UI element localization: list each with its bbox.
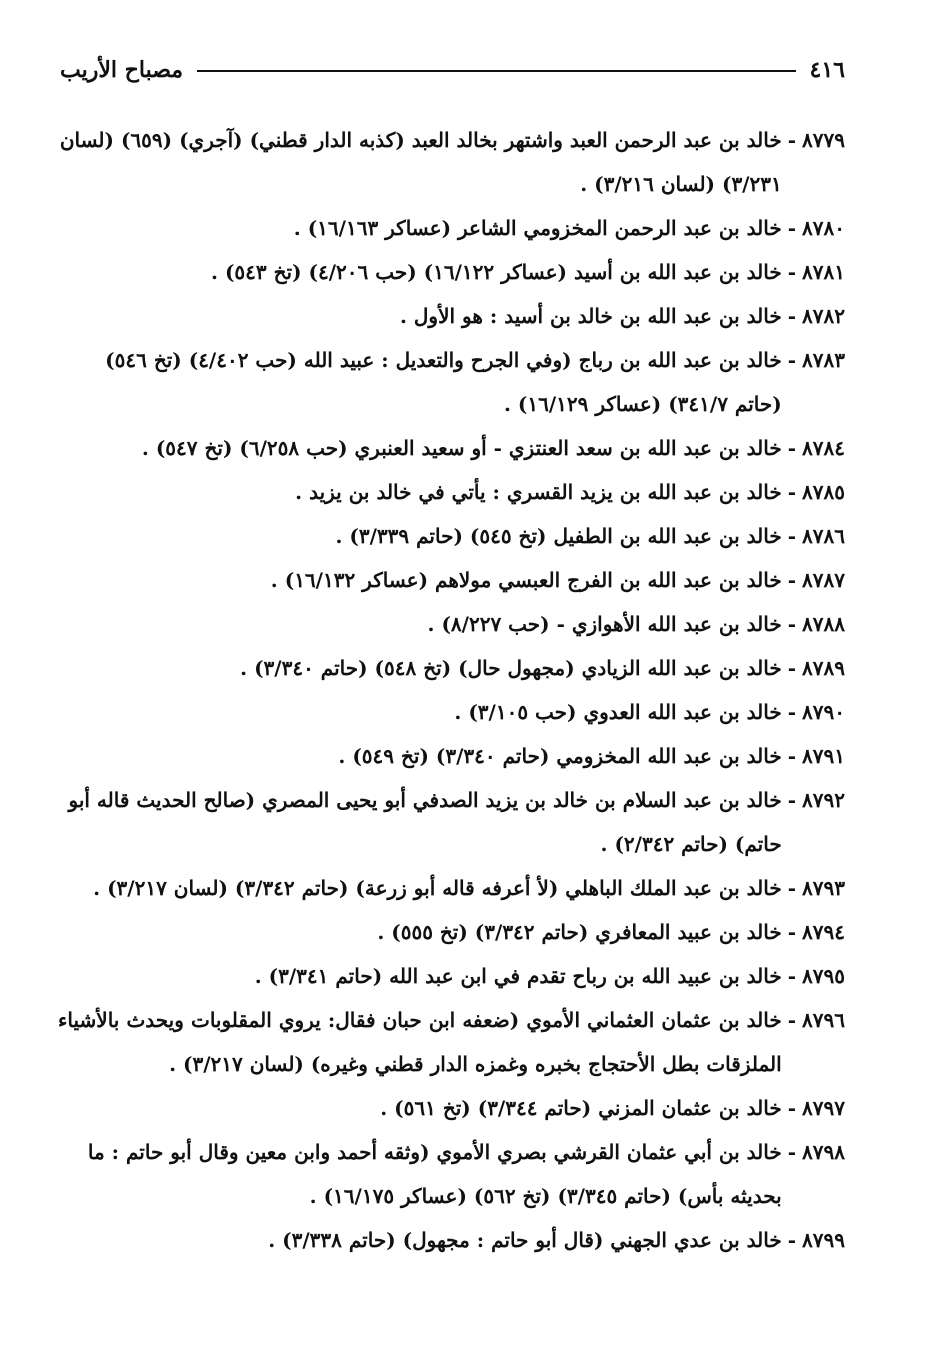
entry-number: ٨٧٩٦ bbox=[802, 1008, 845, 1032]
entry-row bbox=[58, 998, 845, 1086]
entry-row bbox=[58, 206, 845, 250]
entry-text: خالد بن عبد الملك الباهلي (لأ أعرفه قاله أبو زرعة) (حاتم ٣/٣٤٢) (لسان ٣/٢١٧) . bbox=[93, 876, 782, 900]
entry-number: ٨٧٨١ bbox=[802, 260, 845, 284]
entry-text: خالد بن عبد الله بن سعد العنتزي - أو سعيد العنبري (حب ٦/٢٥٨) (تخ ٥٤٧) . bbox=[141, 436, 782, 460]
entry-text: خالد بن عبد الله بن الطفيل (تخ ٥٤٥) (حاتم ٣/٣٣٩) . bbox=[335, 524, 782, 548]
entry-number: ٨٧٩٥ bbox=[802, 964, 845, 988]
entry-text: خالد بن عبد الله بن أسيد (عساكر ١٦/١٢٢) (حب ٤/٢٠٦) (تخ ٥٤٣) . bbox=[211, 260, 782, 284]
entry-row bbox=[58, 734, 845, 778]
entry-row bbox=[58, 910, 845, 954]
entry-dash: - bbox=[787, 1228, 797, 1252]
entry-text: خالد بن عبد الله الزيادي (مجهول حال) (تخ ٥٤٨) (حاتم ٣/٣٤٠) . bbox=[240, 656, 782, 680]
entry-number: ٨٧٨٧ bbox=[802, 568, 845, 592]
entry-row bbox=[58, 118, 845, 206]
entry-dash: - bbox=[787, 1096, 797, 1120]
entry-dash: - bbox=[787, 964, 797, 988]
entry-number: ٨٧٩٨ bbox=[802, 1140, 845, 1164]
entry-number: ٨٧٨٨ bbox=[802, 612, 845, 636]
entry-row bbox=[58, 690, 845, 734]
entry-dash: - bbox=[787, 216, 797, 240]
entry-text: خالد بن عبد الله بن رباج (وفي الجرح والتعديل : عبيد الله (حب ٤/٤٠٢) (تخ ٥٤٦) (حاتم ٣٤١/٧) (عساكر ١٦/١٢٩) . bbox=[105, 348, 782, 416]
entry-dash: - bbox=[787, 744, 797, 768]
entry-row bbox=[58, 1086, 845, 1130]
entry-dash: - bbox=[787, 480, 797, 504]
entry-number: ٨٧٨٤ bbox=[802, 436, 845, 460]
entry-dash: - bbox=[787, 612, 797, 636]
entry-dash: - bbox=[787, 1140, 797, 1164]
page-number: ٤١٦ bbox=[809, 57, 845, 83]
entry-row bbox=[58, 602, 845, 646]
entry-row bbox=[58, 426, 845, 470]
entry-text: خالد بن عبد الله العدوي (حب ٣/١٠٥) . bbox=[454, 700, 782, 724]
entry-text: خالد بن عبيد المعافري (حاتم ٣/٣٤٢) (تخ ٥٥٥) . bbox=[377, 920, 782, 944]
entry-row bbox=[58, 866, 845, 910]
entry-number: ٨٧٨٠ bbox=[802, 216, 845, 240]
entry-row bbox=[58, 338, 845, 426]
entry-dash: - bbox=[787, 656, 797, 680]
entry-text: خالد بن عبد السلام بن خالد بن يزيد الصدفي أبو يحيى المصري (صالح الحديث قاله أبو حاتم) (حاتم ٢/٣٤٢) . bbox=[68, 788, 782, 856]
entry-number: ٨٧٨٢ bbox=[802, 304, 845, 328]
entry-number: ٨٧٨٣ bbox=[802, 348, 845, 372]
entry-dash: - bbox=[787, 524, 797, 548]
entry-row bbox=[58, 1218, 845, 1262]
entry-text: خالد بن عبد الله بن الفرج العبسي مولاهم (عساكر ١٦/١٣٢) . bbox=[270, 568, 782, 592]
header-rule bbox=[197, 70, 795, 72]
entry-number: ٨٧٩٧ bbox=[802, 1096, 845, 1120]
entry-dash: - bbox=[787, 436, 797, 460]
entry-text: خالد بن أبي عثمان القرشي بصري الأموي (وثقه أحمد وابن معين وقال أبو حاتم : ما بحديثه بأس) (حاتم ٣/٣٤٥) (تخ ٥٦٢) (عساكر ١٦/١٧٥) . bbox=[87, 1140, 782, 1208]
entry-number: ٨٧٨٦ bbox=[802, 524, 845, 548]
entry-text: خالد بن عثمان العثماني الأموي (ضعفه ابن حبان فقال: يروي المقلوبات ويحدث بالأشياء الملزقات بطل الأحتجاج بخبره وغمزه الدار قطني وغيره) (لسان ٣/٢١٧) . bbox=[58, 1008, 782, 1076]
entry-number: ٨٧٨٩ bbox=[802, 656, 845, 680]
entry-row bbox=[58, 470, 845, 514]
entry-text: خالد بن عبد الله بن خالد بن أسيد : هو الأول . bbox=[399, 304, 782, 328]
entry-number: ٨٧٩٩ bbox=[802, 1228, 845, 1252]
entry-dash: - bbox=[787, 348, 797, 372]
entry-row bbox=[58, 558, 845, 602]
entry-text: خالد بن عبد الرحمن المخزومي الشاعر (عساكر ١٦/١٦٣) . bbox=[293, 216, 782, 240]
entry-dash: - bbox=[787, 788, 797, 812]
entry-text: خالد بن عثمان المزني (حاتم ٣/٣٤٤) (تخ ٥٦١) . bbox=[380, 1096, 782, 1120]
entry-number: ٨٧٨٥ bbox=[802, 480, 845, 504]
entry-dash: - bbox=[787, 260, 797, 284]
entry-number: ٨٧٧٩ bbox=[802, 128, 845, 152]
entry-row bbox=[58, 1130, 845, 1218]
entry-row bbox=[58, 646, 845, 690]
entry-number: ٨٧٩١ bbox=[802, 744, 845, 768]
entry-dash: - bbox=[787, 1008, 797, 1032]
entry-text: خالد بن عبد الله بن يزيد القسري : يأتي في خالد بن يزيد . bbox=[295, 480, 782, 504]
page-header bbox=[60, 50, 845, 90]
entry-number: ٨٧٩٠ bbox=[802, 700, 845, 724]
entry-dash: - bbox=[787, 304, 797, 328]
entry-row bbox=[58, 514, 845, 558]
entry-text: خالد بن عدي الجهني (قال أبو حاتم : مجهول) (حاتم ٣/٣٣٨) . bbox=[268, 1228, 782, 1252]
entry-row bbox=[58, 778, 845, 866]
entry-number: ٨٧٩٤ bbox=[802, 920, 845, 944]
entry-row bbox=[58, 294, 845, 338]
entry-text: خالد بن عبد الرحمن العبد واشتهر بخالد العبد (كذبه الدار قطني) (آجري) (٦٥٩) (لسان ٣/٢٣١) (لسان ٣/٢١٦) . bbox=[59, 128, 782, 196]
entry-text: خالد بن عبيد الله بن رباح تقدم في ابن عبد الله (حاتم ٣/٣٤١) . bbox=[254, 964, 782, 988]
entry-text: خالد بن عبد الله الأهوازي - (حب ٨/٢٢٧) . bbox=[427, 612, 782, 636]
entry-dash: - bbox=[787, 876, 797, 900]
entry-number: ٨٧٩٢ bbox=[802, 788, 845, 812]
entry-row bbox=[58, 250, 845, 294]
entry-dash: - bbox=[787, 920, 797, 944]
entry-number: ٨٧٩٣ bbox=[802, 876, 845, 900]
entry-row bbox=[58, 954, 845, 998]
entry-dash: - bbox=[787, 128, 797, 152]
entry-text: خالد بن عبد الله المخزومي (حاتم ٣/٣٤٠) (تخ ٥٤٩) . bbox=[338, 744, 782, 768]
entry-list bbox=[58, 118, 845, 1262]
entry-dash: - bbox=[787, 568, 797, 592]
book-title: مصباح الأريب bbox=[60, 57, 184, 83]
entry-dash: - bbox=[787, 700, 797, 724]
